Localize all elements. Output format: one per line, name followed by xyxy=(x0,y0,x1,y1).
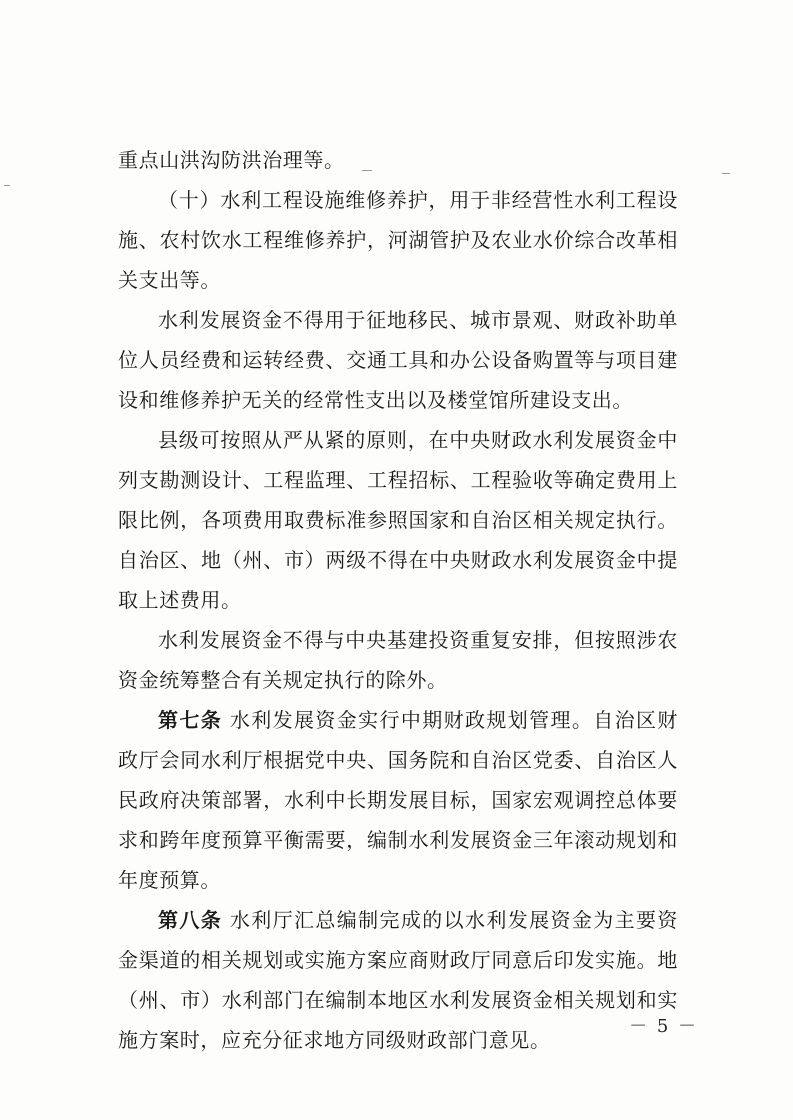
paragraph: 水利发展资金不得用于征地移民、城市景观、财政补助单位人员经费和运转经费、交通工具和办公设备购置等与项目建设和维修养护无关的经常性支出以及楼堂馆所建设支出。 xyxy=(118,308,678,412)
article-text: 水利发展资金实行中期财政规划管理。自治区财政厅会同水利厅根据党中央、国务院和自治区党委、自治区人民政府决策部署，水利中长期发展目标，国家宏观调控总体要求和跨年度预算平衡需要，编制水利发展资金三年滚动规划和年度预算。 xyxy=(118,708,678,892)
paragraph: （十）水利工程设施维修养护，用于非经营性水利工程设施、农村饮水工程维修养护，河湖管护及农业水价综合改革相关支出等。 xyxy=(118,188,678,292)
paragraph: 重点山洪沟防洪治理等。 xyxy=(118,148,345,172)
scan-speck xyxy=(4,185,10,186)
article-text: 水利厅汇总编制完成的以水利发展资金为主要资金渠道的相关规划或实施方案应商财政厅同意后印发实施。地（州、市）水利部门在编制本地区水利发展资金相关规划和实施方案时，应充分征求地方同级财政部门意见。 xyxy=(118,908,678,1052)
paragraph: 水利发展资金不得与中央基建投资重复安排，但按照涉农资金统筹整合有关规定执行的除外。 xyxy=(118,628,678,692)
article-title: 第七条 xyxy=(158,708,223,732)
article-paragraph xyxy=(118,900,678,1060)
scan-speck xyxy=(722,173,730,174)
body-text xyxy=(118,140,678,1060)
article-paragraph xyxy=(118,700,678,900)
page-number: － 5 － xyxy=(629,1016,698,1037)
paragraph: 县级可按照从严从紧的原则，在中央财政水利发展资金中列支勘测设计、工程监理、工程招标、工程验收等确定费用上限比例，各项费用取费标准参照国家和自治区相关规定执行。自治区、地（州、市）两级不得在中央财政水利发展资金中提取上述费用。 xyxy=(118,428,678,612)
article-title: 第八条 xyxy=(158,908,223,932)
